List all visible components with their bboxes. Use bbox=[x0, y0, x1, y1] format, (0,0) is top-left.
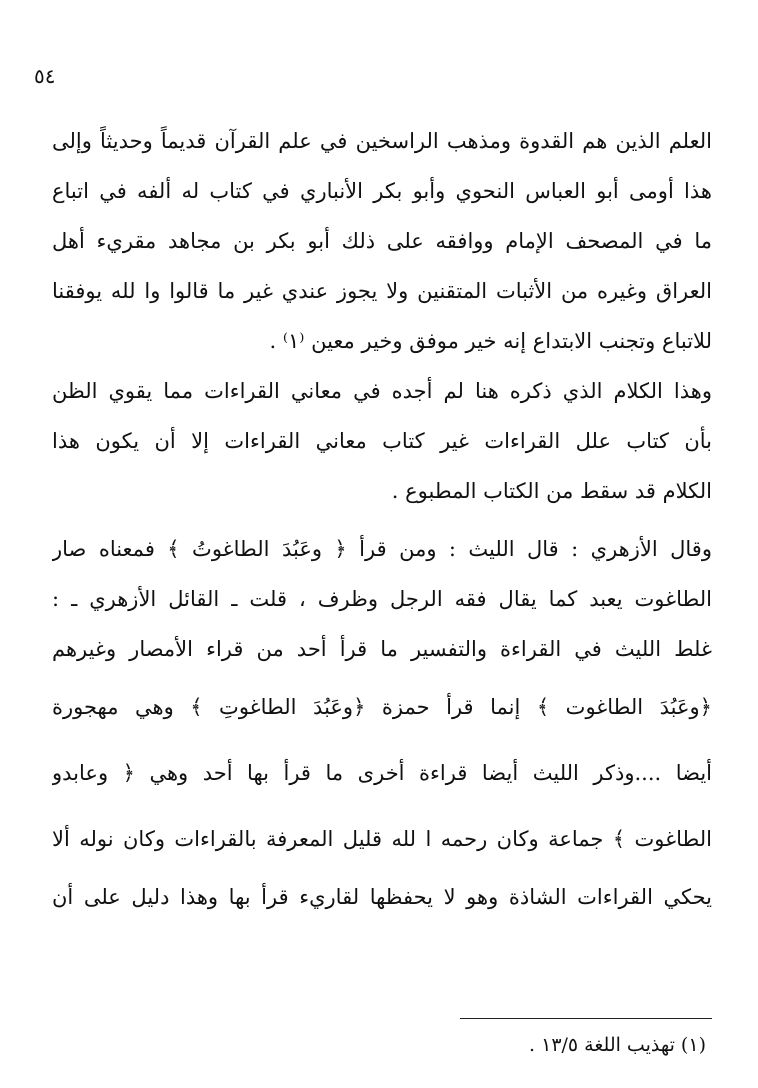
text-line: العراق وغيره من الأثبات المتقنين ولا يجوز عندي غير ما قالوا وا لله يوفقنا bbox=[52, 279, 712, 303]
text-line: بأن كتاب علل القراءات غير كتاب معاني القراءات إلا أن يكون هذا bbox=[52, 429, 712, 453]
text-line: وقال الأزهري : قال الليث : ومن قرأ ﴿ وعَبُدَ الطاغوتُ ﴾ فمعناه صار bbox=[52, 537, 712, 561]
text-line: ﴿وعَبُدَ الطاغوت ﴾ إنما قرأ حمزة ﴿وعَبُدَ الطاغوتِ ﴾ وهي مهجورة bbox=[52, 695, 712, 719]
text-line: الكلام قد سقط من الكتاب المطبوع . bbox=[391, 479, 712, 503]
text-line: وهذا الكلام الذي ذكره هنا لم أجده في معاني القراءات مما يقوي الظن bbox=[52, 379, 712, 403]
text-line: هذا أومى أبو العباس النحوي وأبو بكر الأنباري في كتاب له ألفه في اتباع bbox=[52, 179, 712, 203]
footnote-divider bbox=[460, 1018, 712, 1019]
text-line: ما في المصحف الإمام ووافقه على ذلك أبو بكر بن مجاهد مقريء أهل bbox=[52, 229, 712, 253]
text-line: أيضا ....وذكر الليث أيضا قراءة أخرى ما قرأ بها أحد وهي ﴿ وعابدو bbox=[52, 761, 712, 785]
text-line: الطاغوت يعبد كما يقال فقه الرجل وظرف ، قلت ـ القائل الأزهري ـ : bbox=[52, 587, 712, 611]
footnote: (١) تهذيب اللغة ١٣/٥ . bbox=[529, 1034, 706, 1056]
text-line: الطاغوت ﴾ جماعة وكان رحمه ا لله قليل المعرفة بالقراءات وكان نوله ألا bbox=[52, 827, 712, 851]
text-line: العلم الذين هم القدوة ومذهب الراسخين في علم القرآن قديماً وحديثاً وإلى bbox=[52, 129, 712, 153]
body-text bbox=[52, 116, 712, 922]
text-line: يحكي القراءات الشاذة وهو لا يحفظها لقاريء قرأ بها وهذا دليل على أن bbox=[52, 885, 712, 909]
page-number: ٥٤ bbox=[34, 64, 56, 88]
text-line: غلط الليث في القراءة والتفسير ما قرأ أحد من قراء الأمصار وغيرهم bbox=[52, 637, 712, 661]
text-line: للاتباع وتجنب الابتداع إنه خير موفق وخير معين ⁽١⁾ . bbox=[269, 329, 712, 353]
